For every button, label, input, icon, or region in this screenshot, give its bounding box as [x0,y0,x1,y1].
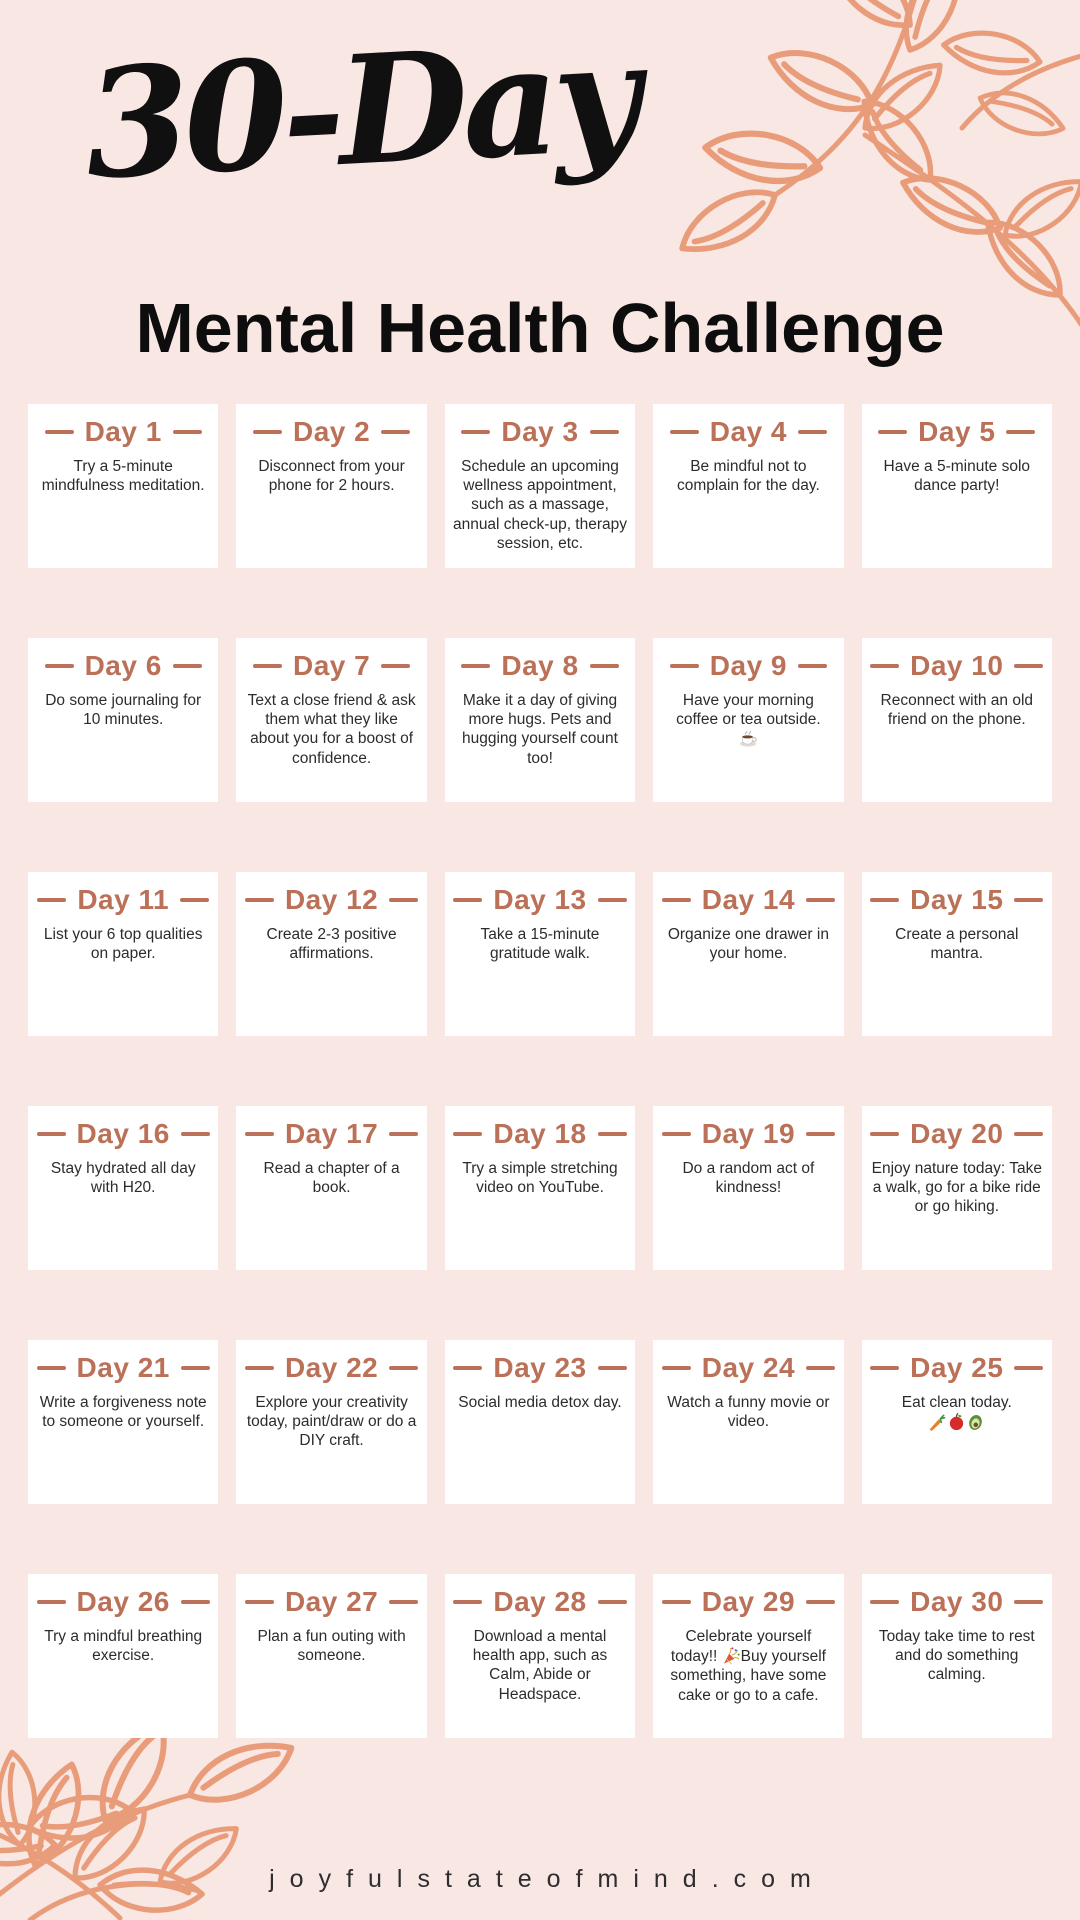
day-card [862,1574,1052,1738]
header-dash-right [173,664,202,669]
header-dash-left [662,1600,691,1605]
day-label: Day 30 [910,1586,1004,1617]
day-label: Day 17 [284,1118,379,1149]
day-text: Explore your creativity today, paint/draw or do a DIY craft. [246,1394,417,1450]
challenge-grid [28,404,1052,1738]
day-label: Day 10 [910,650,1004,681]
day-text: Schedule an upcoming wellness appointment, such as a massage, annual check-up, therapy session, etc. [452,458,628,552]
day-text: Do some journaling for 10 minutes. [45,692,202,729]
day-label: Day 28 [493,1586,587,1617]
header-dash-left [662,1132,691,1137]
day-card [236,1574,426,1738]
day-header [449,1118,631,1150]
day-text: Text a close friend & ask them what they like about you for a boost of confidence. [247,692,416,767]
day-card [236,1106,426,1270]
header-dash-right [806,898,835,903]
day-header [449,1586,631,1618]
day-card [236,404,426,568]
header-dash-left [245,1132,274,1137]
header-dash-right [598,898,627,903]
day-label: Day 15 [910,884,1004,915]
day-header [32,1586,214,1618]
header-dash-left [870,898,899,903]
day-text: Do a random act of kindness! [682,1160,815,1197]
header-dash-right [381,664,410,669]
day-label: Day 4 [709,416,787,447]
day-label: Day 9 [709,650,787,681]
header-dash-left [253,664,282,669]
day-header [449,1352,631,1384]
header-dash-left [45,430,74,435]
day-header [32,1352,214,1384]
header-dash-left [870,664,899,669]
day-text: Write a forgiveness note to someone or yourself. [39,1394,207,1431]
day-text: Eat clean today. [866,1393,1048,1432]
day-text: Organize one drawer in your home. [667,926,829,963]
avocado-emoji-icon [966,1412,985,1431]
header-dash-right [180,898,209,903]
header-dash-right [389,1366,418,1371]
day-header [240,1118,422,1150]
day-label: Day 26 [76,1586,170,1617]
day-text: Today take time to rest and do something calming. [878,1628,1035,1684]
day-card [445,404,635,568]
day-card [445,1340,635,1504]
day-header [657,650,839,682]
header-dash-left [453,1366,482,1371]
day-text: List your 6 top qualities on paper. [43,926,203,963]
day-text: Social media detox day. [458,1394,622,1411]
day-card [653,638,843,802]
header-dash-right [181,1366,210,1371]
header-dash-right [381,430,410,435]
day-text: Have a 5-minute solo dance party! [883,458,1031,495]
header-dash-right [181,1600,210,1605]
day-card [445,872,635,1036]
day-header [866,1352,1048,1384]
day-label: Day 20 [910,1118,1004,1149]
header-dash-right [798,430,827,435]
day-text: Stay hydrated all day with H20. [50,1160,196,1197]
day-header [866,1118,1048,1150]
header-dash-right [598,1600,627,1605]
day-header [32,650,214,682]
day-header [866,650,1048,682]
header-dash-left [37,1132,66,1137]
day-label: Day 21 [76,1352,170,1383]
header-dash-right [590,664,619,669]
header-dash-left [253,430,282,435]
carrot-emoji-icon [928,1412,947,1431]
header-dash-right [1014,1600,1043,1605]
day-card [28,638,218,802]
header-dash-right [806,1600,835,1605]
header-dash-right [1014,1366,1043,1371]
header-dash-left [870,1600,899,1605]
day-label: Day 16 [76,1118,170,1149]
day-text: Disconnect from your phone for 2 hours. [258,458,405,495]
header-dash-right [598,1366,627,1371]
header-dash-right [389,1600,418,1605]
day-text: Read a chapter of a book. [263,1160,400,1197]
day-card [236,638,426,802]
day-text: Celebrate yourself today!! Buy yourself something, have some cake or go to a cafe. [670,1628,827,1704]
header-dash-left [461,430,490,435]
header-dash-right [806,1366,835,1371]
day-header [240,416,422,448]
day-label: Day 12 [284,884,379,915]
day-label: Day 7 [292,650,371,681]
day-card [236,872,426,1036]
day-card [28,1574,218,1738]
day-header [240,1586,422,1618]
header-dash-right [1014,1132,1043,1137]
day-text: Try a simple stretching video on YouTube. [462,1160,618,1197]
day-header [32,1118,214,1150]
header-dash-left [670,430,699,435]
apple-emoji-icon [947,1412,966,1431]
day-card [653,872,843,1036]
header-dash-right [1014,898,1043,903]
header-dash-left [45,664,74,669]
day-card [28,404,218,568]
day-card [28,872,218,1036]
day-header [657,884,839,916]
day-label: Day 2 [292,416,371,447]
header-dash-right [590,430,619,435]
day-header [657,1586,839,1618]
day-text: Reconnect with an old friend on the phone. [880,692,1034,729]
day-header [449,416,631,448]
header-dash-left [453,1132,482,1137]
day-text: Plan a fun outing with someone. [257,1628,406,1665]
day-header [240,650,422,682]
day-text: Enjoy nature today: Take a walk, go for a bike ride or go hiking. [871,1160,1042,1216]
day-header [657,416,839,448]
day-text: Create 2-3 positive affirmations. [266,926,397,963]
header-dash-left [870,1132,899,1137]
day-label: Day 13 [493,884,587,915]
header-dash-left [245,898,274,903]
day-header [240,1352,422,1384]
day-card [862,1340,1052,1504]
day-header [449,650,631,682]
page-title: Mental Health Challenge [135,289,945,367]
website-url: joyfulstateofmind.com [269,1865,826,1893]
header-dash-left [870,1366,899,1371]
header-dash-left [245,1600,274,1605]
header-dash-left [670,664,699,669]
header-dash-right [389,1132,418,1137]
header-dash-left [37,1600,66,1605]
day-label: Day 27 [284,1586,379,1617]
day-card [445,1574,635,1738]
header-dash-right [181,1132,210,1137]
day-header [866,416,1048,448]
header-dash-left [662,898,691,903]
party-popper-emoji-icon [722,1646,741,1665]
day-label: Day 3 [501,416,579,447]
header-dash-left [37,898,66,903]
day-header [240,884,422,916]
day-header [657,1118,839,1150]
coffee-emoji-icon [739,729,758,748]
header-dash-right [806,1132,835,1137]
header-dash-left [37,1366,66,1371]
day-card [862,638,1052,802]
day-card [653,1340,843,1504]
day-label: Day 19 [701,1118,796,1149]
day-label: Day 23 [493,1352,587,1383]
day-card [653,1106,843,1270]
header-dash-left [662,1366,691,1371]
day-label: Day 24 [701,1352,796,1383]
day-text: Make it a day of giving more hugs. Pets and hugging yourself count too! [462,692,618,767]
day-header [866,1586,1048,1618]
day-label: Day 8 [501,650,579,681]
day-card [862,872,1052,1036]
day-text: Try a mindful breathing exercise. [44,1628,203,1665]
day-header [32,416,214,448]
day-card [28,1340,218,1504]
day-label: Day 25 [910,1352,1004,1383]
leaf-branch-icon [610,0,1080,330]
day-text: Download a mental health app, such as Calm, Abide or Headspace. [472,1628,608,1703]
day-text: Be mindful not to complain for the day. [677,458,820,495]
day-header [32,884,214,916]
header-dash-right [173,430,202,435]
day-card [862,1106,1052,1270]
day-label: Day 5 [918,416,996,447]
day-text: Take a 15-minute gratitude walk. [480,926,600,963]
day-card [445,1106,635,1270]
day-card [236,1340,426,1504]
day-label: Day 1 [84,416,162,447]
day-text: Have your morning coffee or tea outside. [657,691,839,750]
header-dash-left [245,1366,274,1371]
day-label: Day 14 [701,884,796,915]
header-dash-left [461,664,490,669]
day-header [449,884,631,916]
header-dash-left [453,1600,482,1605]
day-label: Day 18 [493,1118,587,1149]
header-dash-right [798,664,827,669]
day-card [653,1574,843,1738]
day-text: Watch a funny movie or video. [667,1394,830,1431]
day-card [28,1106,218,1270]
day-header [866,884,1048,916]
header-dash-left [453,898,482,903]
day-label: Day 22 [284,1352,379,1383]
header-dash-right [1006,430,1035,435]
day-card [445,638,635,802]
header-dash-right [598,1132,627,1137]
day-text: Create a personal mantra. [895,926,1019,963]
day-card [653,404,843,568]
header-dash-right [389,898,418,903]
header-dash-left [878,430,907,435]
header-dash-right [1014,664,1043,669]
day-card [862,404,1052,568]
day-header [657,1352,839,1384]
day-text: Try a 5-minute mindfulness meditation. [41,458,205,495]
day-label: Day 6 [84,650,162,681]
title-script: 30-Day [81,8,639,214]
day-label: Day 11 [77,884,170,915]
day-label: Day 29 [701,1586,796,1617]
